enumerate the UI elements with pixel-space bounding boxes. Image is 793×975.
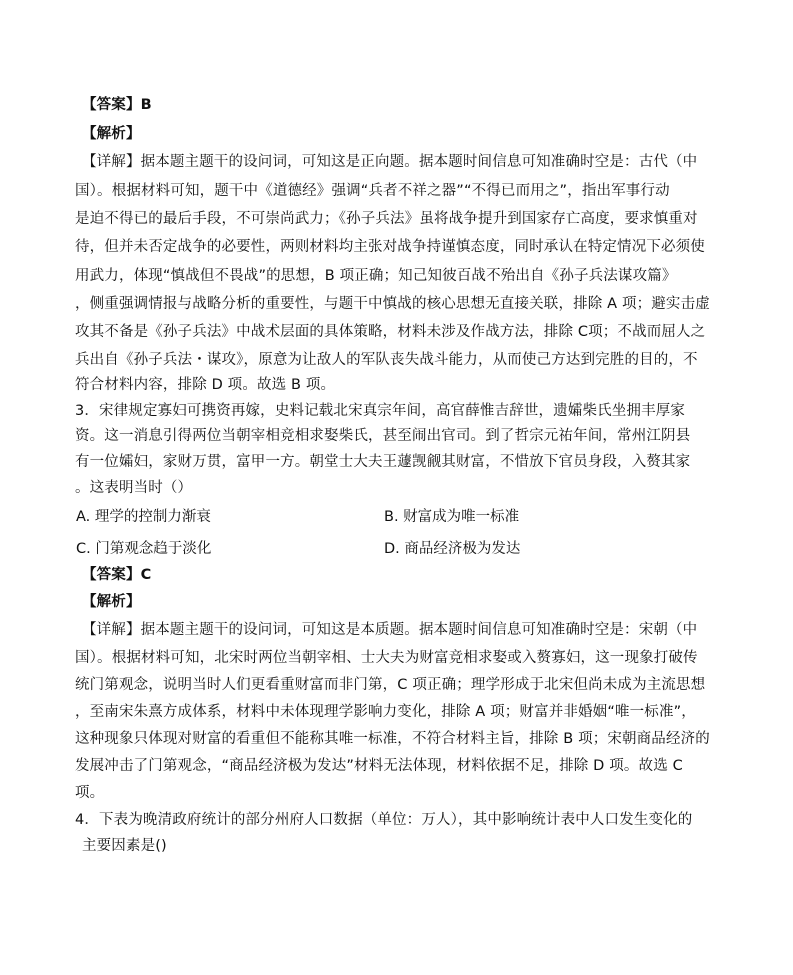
q2-detail-line: ，侧重强调情报与战略分析的重要性，与题干中慎战的核心思想无直接关联，排除 A 项；避实击虚 — [75, 296, 710, 312]
q4-stem-line: 4．下表为晚清政府统计的部分州府人口数据（单位：万人），其中影响统计表中人口发生变化的 — [75, 812, 693, 828]
q2-detail-line: 兵出自《孙子兵法・谋攻》，原意为让敌人的军队丧失战斗能力，从而使己方达到完胜的目的，不 — [75, 352, 698, 368]
q2-answer: 【答案】B — [82, 97, 152, 113]
q2-detail-line: 【详解】据本题主题干的设问词，可知这是正向题。据本题时间信息可知准确时空是：古代（中 — [82, 154, 698, 170]
q2-detail-line: 符合材料内容，排除 D 项。故选 B 项。 — [75, 377, 336, 393]
q3-detail-line: 发展冲击了门第观念，“商品经济极为发达”材料无法体现，材料依据不足，排除 D 项。故选 C — [75, 758, 683, 774]
q2-detail-line: 攻其不备是《孙子兵法》中战术层面的具体策略，材料未涉及作战方法，排除 C项；不战而屈人之 — [75, 324, 706, 340]
q3-detail-line: 国）。根据材料可知，北宋时两位当朝宰相、士大夫为财富竞相求娶或入赘寡妇，这一现象打破传 — [75, 650, 698, 666]
q3-stem-line: 资。这一消息引得两位当朝宰相竞相求娶柴氏，甚至闹出官司。到了哲宗元祐年间，常州江阴县 — [75, 428, 691, 444]
q2-analysis-heading: 【解析】 — [82, 126, 141, 142]
q3-option-b: B. 财富成为唯一标准 — [384, 509, 520, 525]
q3-detail-line: 统门第观念，说明当时人们更看重财富而非门第，C 项正确；理学形成于北宋但尚未成为主流思想 — [75, 677, 706, 693]
q3-detail-line: 【详解】据本题主题干的设问词，可知这是本质题。据本题时间信息可知准确时空是：宋朝（中 — [82, 622, 698, 638]
q3-option-a: A. 理学的控制力渐衰 — [76, 509, 211, 525]
q4-stem-line: 主要因素是() — [82, 838, 167, 854]
q2-detail-line: 待，但并未否定战争的必要性，两则材料均主张对战争持谨慎态度，同时承认在特定情况下必须使 — [75, 239, 705, 255]
q2-detail-line: 用武力，体现“慎战但不畏战”的思想，B 项正确；知己知彼百战不殆出自《孙子兵法谋攻篇》 — [75, 268, 677, 284]
q3-stem-line: 3．宋律规定寡妇可携资再嫁，史料记载北宋真宗年间，高官薛惟吉辞世，遗孀柴氏坐拥丰厚家 — [75, 403, 686, 419]
q3-analysis-heading: 【解析】 — [82, 594, 141, 610]
q3-detail-line: 这种现象只体现对财富的看重但不能称其唯一标准，不符合材料主旨，排除 B 项；宋朝商品经济的 — [75, 731, 710, 747]
q3-option-c: C. 门第观念趋于淡化 — [76, 541, 212, 557]
q3-answer: 【答案】C — [82, 567, 152, 583]
q3-stem-line: 有一位孀妇，家财万贯，富甲一方。朝堂士大夫王蘧觊觎其财富，不惜放下官员身段，入赘其家 — [75, 454, 691, 470]
q3-stem-line: 。这表明当时（） — [75, 480, 193, 496]
q2-detail-line: 是迫不得已的最后手段，不可崇尚武力；《孙子兵法》虽将战争提升到国家存亡高度，要求慎重对 — [75, 211, 698, 227]
q3-option-d: D. 商品经济极为发达 — [384, 541, 521, 557]
q3-detail-line: 项。 — [75, 785, 105, 801]
q3-detail-line: ，至南宋朱熹方成体系，材料中未体现理学影响力变化，排除 A 项；财富并非婚姻“唯一标准”， — [75, 704, 696, 720]
q2-detail-line: 国）。根据材料可知，题干中《道德经》强调“兵者不祥之器”“不得已而用之”，指出军事行动 — [75, 183, 670, 199]
